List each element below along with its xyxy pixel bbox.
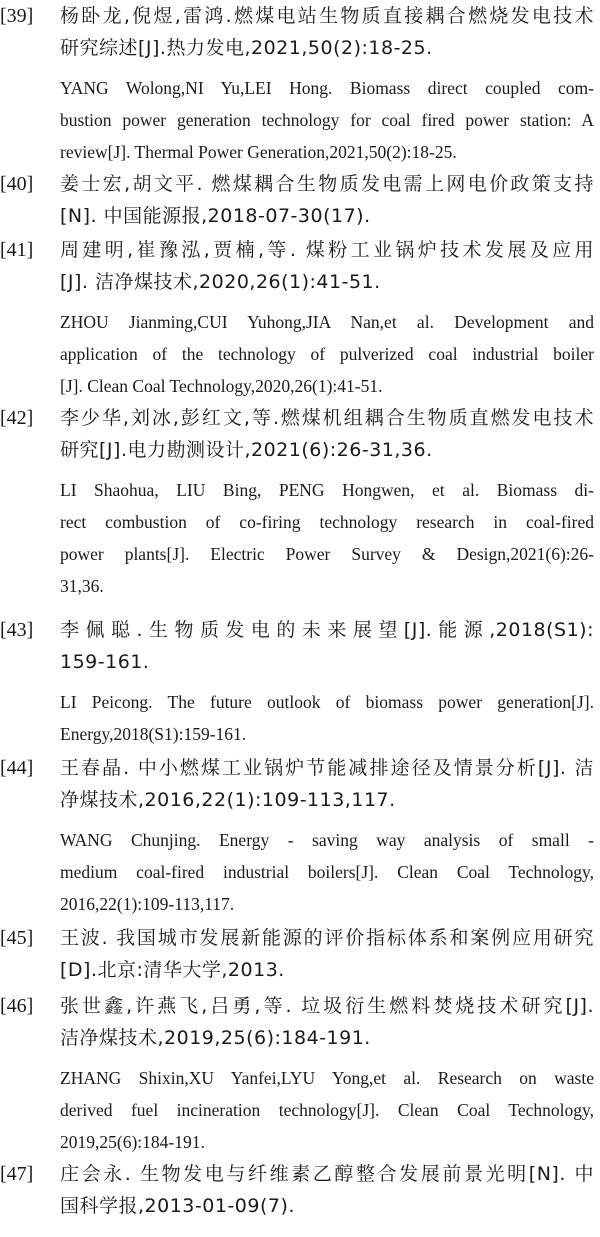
reference-number: [44]: [0, 757, 34, 779]
reference-zh-line: 周建明,崔豫泓,贾楠,等. 煤粉工业锅炉技术发展及应用: [60, 239, 594, 261]
reference-en-line: application of the technology of pulverized coal industrial boiler: [60, 344, 594, 364]
reference-body: [60, 614, 594, 750]
reference-number: [39]: [0, 5, 34, 27]
reference-en-line: Energy,2018(S1):159-161.: [60, 724, 247, 744]
reference-zh-line: [D].北京:清华大学,2013.: [60, 959, 285, 981]
reference-en-line: ZHANG Shixin,XU Yanfei,LYU Yong,et al. Research on waste: [60, 1068, 594, 1088]
reference-en-line: review[J]. Thermal Power Generation,2021,50(2):18-25.: [60, 142, 457, 162]
reference-body: [60, 752, 594, 920]
reference-zh-line: 研究综述[J].热力发电,2021,50(2):18-25.: [60, 37, 433, 59]
reference-zh-line: 国科学报,2013-01-09(7).: [60, 1195, 295, 1217]
reference-body: [60, 168, 594, 232]
reference-en-line: 31,36.: [60, 576, 104, 596]
reference-body: [60, 922, 594, 986]
reference-en-line: LI Peicong. The future outlook of biomass power generation[J].: [60, 692, 594, 712]
reference-zh-line: 杨卧龙,倪煜,雷鸿.燃煤电站生物质直接耦合燃烧发电技术: [60, 5, 594, 27]
reference-number: [47]: [0, 1163, 34, 1185]
reference-en-line: WANG Chunjing. Energy - saving way analysis of small -: [60, 830, 594, 850]
reference-en-line: [J]. Clean Coal Technology,2020,26(1):41-51.: [60, 376, 383, 396]
reference-zh-line: 净煤技术,2016,22(1):109-113,117.: [60, 789, 396, 811]
reference-number: [45]: [0, 927, 34, 949]
reference-en-line: medium coal-fired industrial boilers[J]. Clean Coal Technology,: [60, 862, 594, 882]
reference-zh-line: 王春晶. 中小燃煤工业锅炉节能减排途径及情景分析[J]. 洁: [60, 757, 594, 779]
reference-body: [60, 234, 594, 402]
reference-en-line: power plants[J]. Electric Power Survey & Design,2021(6):26-: [60, 544, 594, 564]
reference-number: [41]: [0, 239, 34, 261]
reference-number: [43]: [0, 619, 34, 641]
reference-number: [46]: [0, 995, 34, 1017]
reference-en-line: 2016,22(1):109-113,117.: [60, 894, 235, 914]
reference-zh-line: 李少华,刘冰,彭红文,等.燃煤机组耦合生物质直燃发电技术: [60, 407, 594, 429]
reference-en-line: derived fuel incineration technology[J]. Clean Coal Technology,: [60, 1100, 594, 1120]
reference-number: [42]: [0, 407, 34, 429]
reference-zh-line: 研究[J].电力勘测设计,2021(6):26-31,36.: [60, 439, 433, 461]
reference-en-line: LI Shaohua, LIU Bing, PENG Hongwen, et al. Biomass di-: [60, 480, 594, 500]
reference-zh-line: [J]. 洁净煤技术,2020,26(1):41-51.: [60, 271, 381, 293]
reference-body: [60, 990, 594, 1158]
reference-zh-line: 洁净煤技术,2019,25(6):184-191.: [60, 1027, 371, 1049]
reference-zh-line: 姜士宏,胡文平. 燃煤耦合生物质发电需上网电价政策支持: [60, 173, 594, 195]
reference-en-line: bustion power generation technology for coal fired power station: A: [60, 110, 594, 130]
reference-body: [60, 1158, 594, 1222]
reference-en-line: 2019,25(6):184-191.: [60, 1132, 205, 1152]
reference-zh-line: 159-161.: [60, 651, 150, 673]
reference-en-line: YANG Wolong,NI Yu,LEI Hong. Biomass direct coupled com-: [60, 78, 594, 98]
reference-zh-line: 张世鑫,许燕飞,吕勇,等. 垃圾衍生燃料焚烧技术研究[J].: [60, 995, 594, 1017]
reference-zh-line: 王波. 我国城市发展新能源的评价指标体系和案例应用研究: [60, 927, 594, 949]
reference-number: [40]: [0, 173, 34, 195]
reference-zh-line: 庄会永. 生物发电与纤维素乙醇整合发展前景光明[N]. 中: [60, 1163, 594, 1185]
reference-body: [60, 402, 594, 602]
reference-en-line: ZHOU Jianming,CUI Yuhong,JIA Nan,et al. Development and: [60, 312, 594, 332]
reference-zh-line: [N]. 中国能源报,2018-07-30(17).: [60, 205, 371, 227]
reference-body: [60, 0, 594, 168]
reference-zh-line: 李佩聪.生物质发电的未来展望[J].能源,2018(S1):: [60, 619, 594, 641]
reference-en-line: rect combustion of co-firing technology research in coal-fired: [60, 512, 594, 532]
